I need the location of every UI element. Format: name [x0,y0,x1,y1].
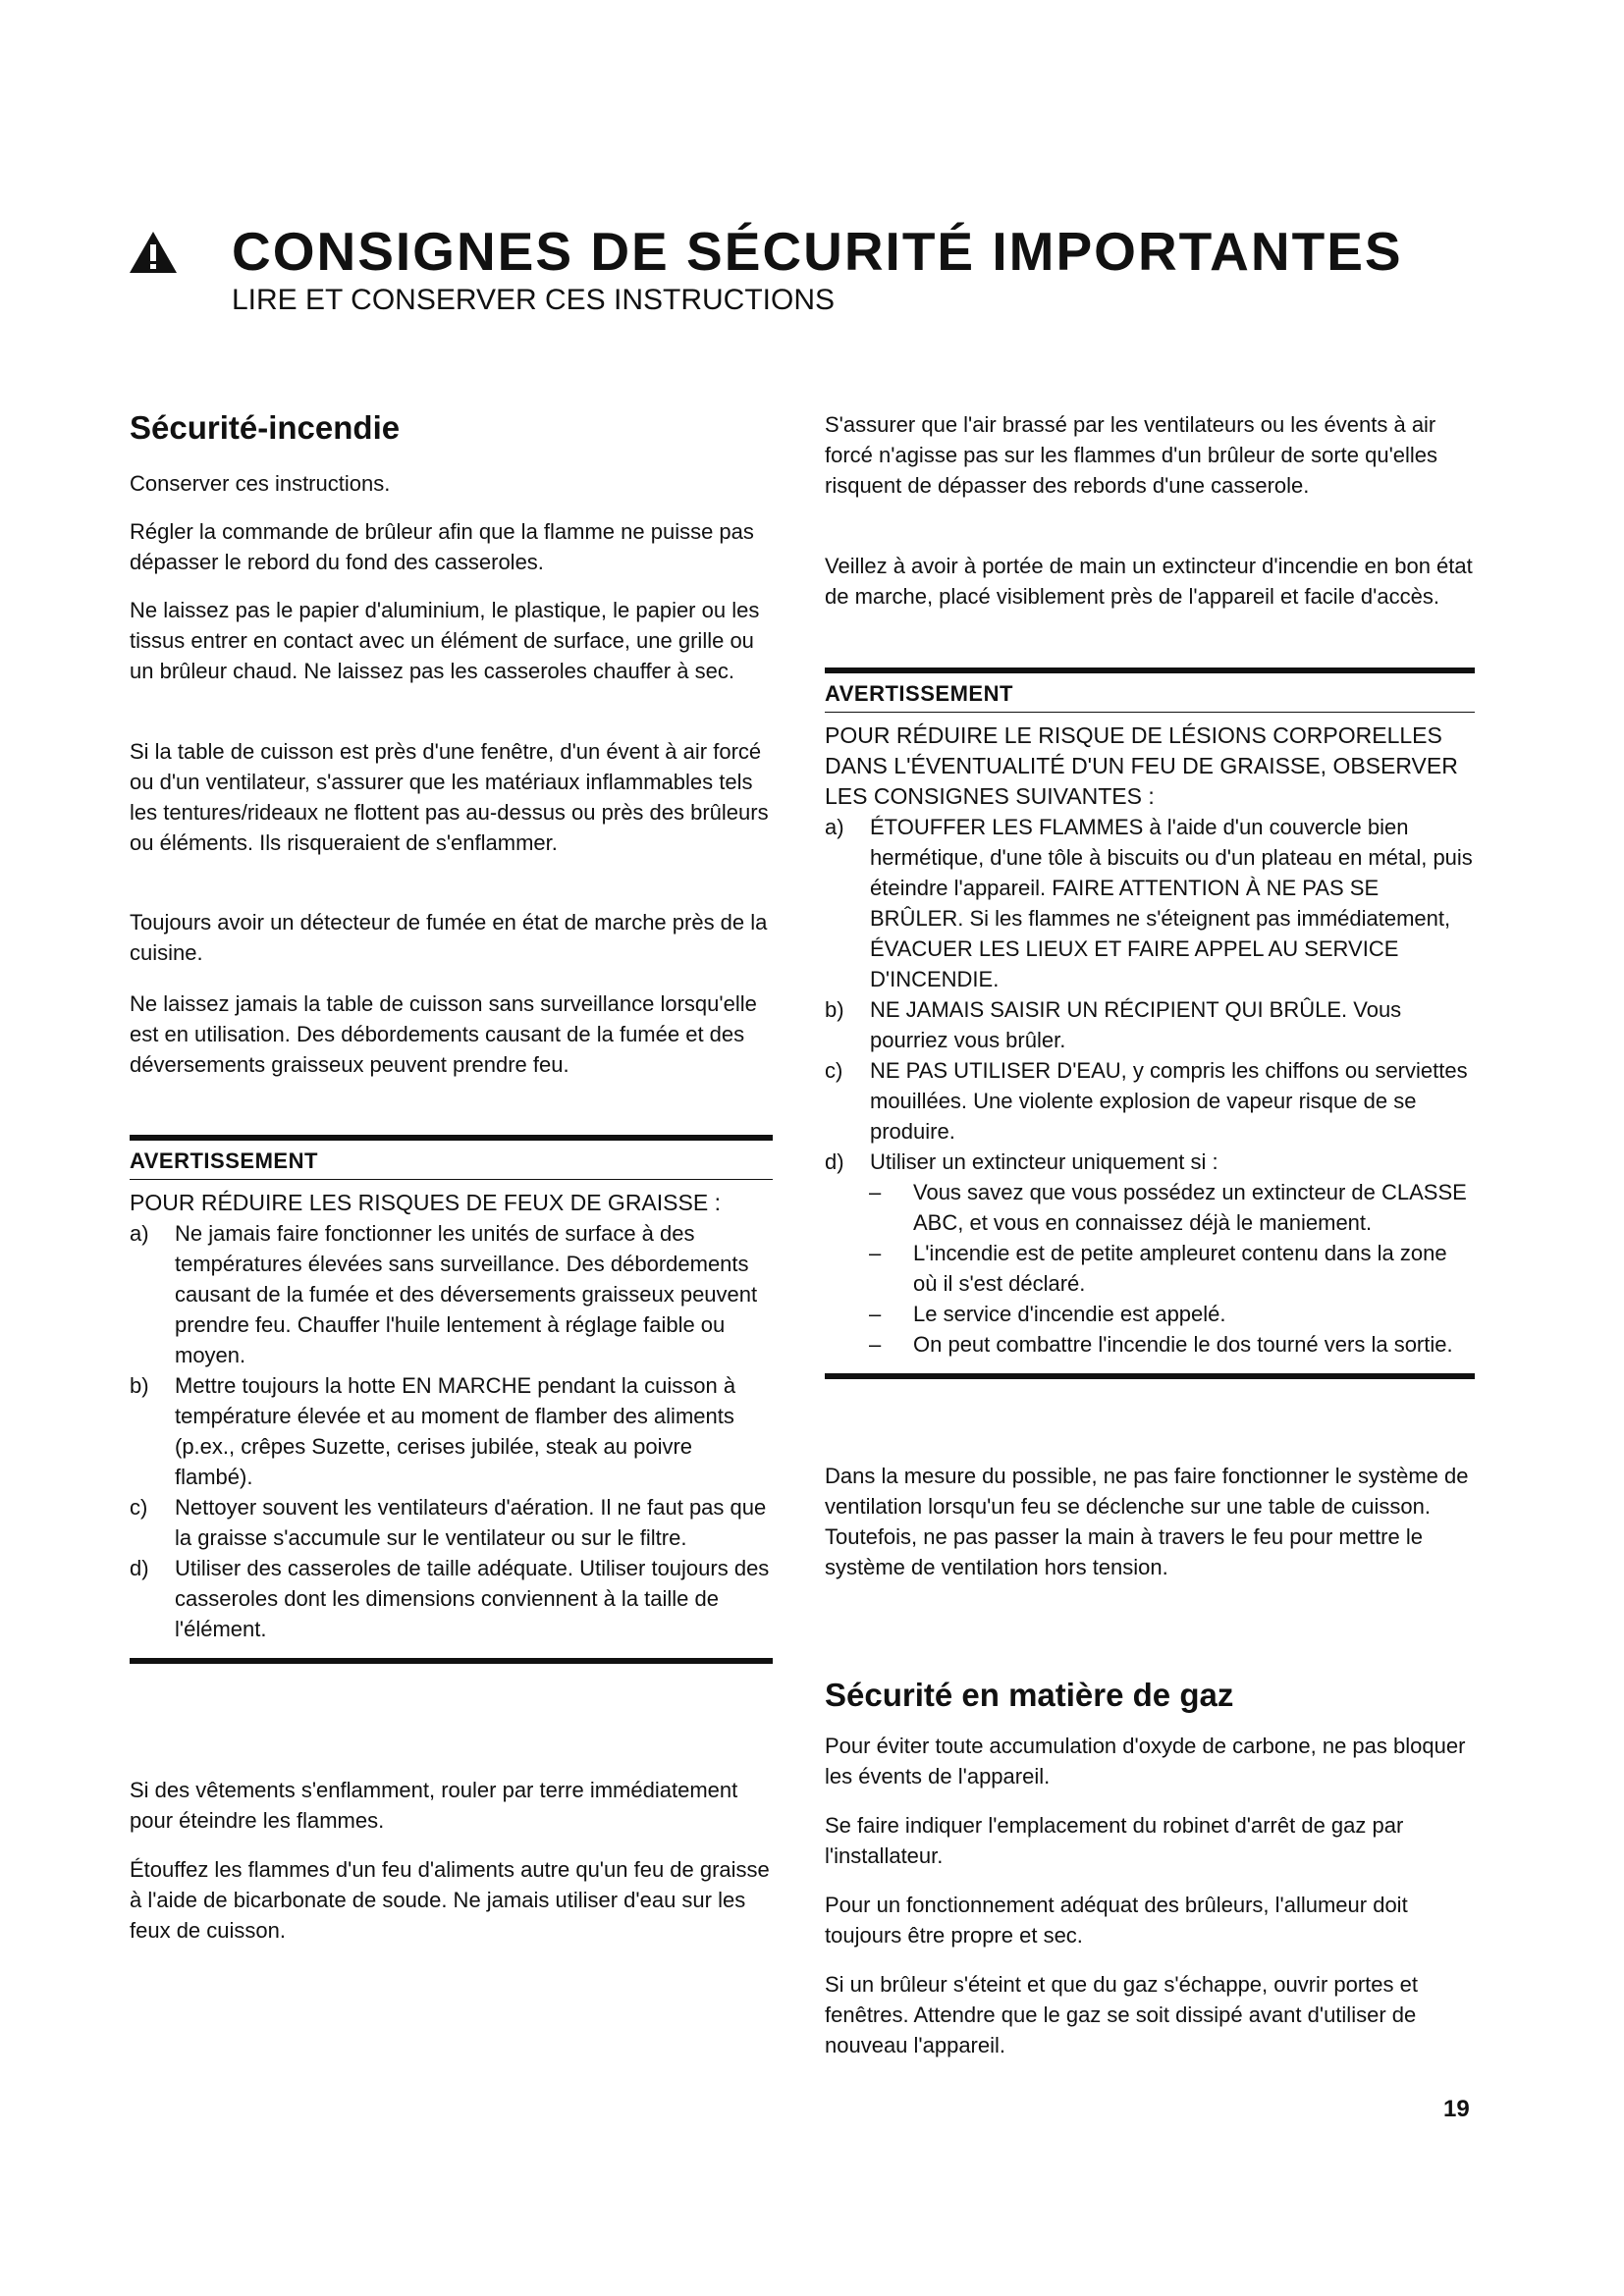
paragraph: Ne laissez pas le papier d'aluminium, le plastique, le papier ou les tissus entrer en contact avec un élément de surface, une grille ou un brûleur chaud. Ne laissez pas les casseroles chauffer à sec. [130,598,760,683]
paragraph: Se faire indiquer l'emplacement du robinet d'arrêt de gaz par l'installateur. [825,1813,1404,1868]
list-item [825,994,1475,1055]
warning-bottom-rule [825,1373,1475,1379]
list-item-text: Ne jamais faire fonctionner les unités de surface à des températures élevées sans surveillance. Des débordements causant de la fumée et des déversements graisseux peuvent prendre feu. Chauffer l'huile lentement à réglage faible ou moyen. [175,1221,758,1367]
list-item [825,1147,1475,1177]
warning-divider [130,1179,773,1180]
warning-box-grease-fire [130,1135,773,1664]
list-item [825,1055,1475,1147]
sublist-item-text: Le service d'incendie est appelé. [913,1302,1226,1326]
paragraph: Si un brûleur s'éteint et que du gaz s'échappe, ouvrir portes et fenêtres. Attendre que le gaz se soit dissipé avant d'utiliser de nouveau l'appareil. [825,1972,1418,2057]
warning-box-grease-fire-injury [825,667,1475,1379]
paragraph: Conserver ces instructions. [130,471,391,496]
paragraph: Veillez à avoir à portée de main un extincteur d'incendie en bon état de marche, placé visiblement près de l'appareil et facile d'accès. [825,554,1473,609]
list-item-text: Mettre toujours la hotte EN MARCHE pendant la cuisson à température élevée et au moment de flamber des aliments (p.ex., crêpes Suzette, cerises jubilée, steak au poivre flambé). [175,1373,736,1489]
list-item-text: NE JAMAIS SAISIR UN RÉCIPIENT QUI BRÛLE. Vous pourriez vous brûler. [870,997,1402,1052]
list-marker: d) [825,1149,844,1174]
warning-list [825,812,1475,1177]
paragraph: Ne laissez jamais la table de cuisson sans surveillance lorsqu'elle est en utilisation. Des débordements causant de la fumée et des déversements graisseux peuvent prendre feu. [130,991,757,1077]
page-number: 19 [1443,2096,1470,2122]
list-marker: c) [130,1495,148,1520]
dash-marker: – [869,1241,882,1265]
sublist-item [869,1329,1475,1360]
warning-heading: POUR RÉDUIRE LE RISQUE DE LÉSIONS CORPORELLES DANS L'ÉVENTUALITÉ D'UN FEU DE GRAISSE, OBSERVER LES CONSIGNES SUIVANTES : [825,722,1458,809]
list-item [130,1218,773,1370]
sublist-item-text: L'incendie est de petite ampleuret contenu dans la zone où il s'est déclaré. [913,1241,1447,1296]
page-subtitle: LIRE ET CONSERVER CES INSTRUCTIONS [232,284,836,316]
paragraph: Pour éviter toute accumulation d'oxyde de carbone, ne pas bloquer les évents de l'appareil. [825,1734,1466,1789]
paragraph: Régler la commande de brûleur afin que la flamme ne puisse pas dépasser le rebord du fond des casseroles. [130,519,754,574]
paragraph: S'assurer que l'air brassé par les ventilateurs ou les évents à air forcé n'agisse pas sur les flammes d'un brûleur de sorte qu'elles risquent de dépasser des rebords d'une casserole. [825,412,1438,498]
section-title-gas-safety: Sécurité en matière de gaz [825,1677,1234,1713]
list-item-text: Utiliser des casseroles de taille adéquate. Utiliser toujours des casseroles dont les dimensions conviennent à la taille de l'élément. [175,1556,770,1641]
warning-label: AVERTISSEMENT [825,681,1013,706]
warning-list [130,1218,773,1644]
dash-marker: – [869,1180,882,1204]
paragraph: Étouffez les flammes d'un feu d'aliments autre qu'un feu de graisse à l'aide de bicarbonate de soude. Ne jamais utiliser d'eau sur les feux de cuisson. [130,1857,770,1943]
dash-marker: – [869,1302,882,1326]
paragraph: Si des vêtements s'enflamment, rouler par terre immédiatement pour éteindre les flammes. [130,1778,738,1833]
list-marker: b) [130,1373,149,1398]
list-item [130,1553,773,1644]
sublist-item [869,1177,1475,1238]
list-item-text: Utiliser un extincteur uniquement si : [870,1149,1218,1174]
warning-divider [825,712,1475,713]
list-item-text: NE PAS UTILISER D'EAU, y compris les chiffons ou serviettes mouillées. Une violente explosion de vapeur risque de se produire. [870,1058,1468,1144]
sublist-item [869,1238,1475,1299]
list-marker: b) [825,997,844,1022]
page-title: CONSIGNES DE SÉCURITÉ IMPORTANTES [232,221,1403,282]
list-marker: d) [130,1556,149,1580]
warning-sublist [825,1177,1475,1360]
paragraph: Dans la mesure du possible, ne pas faire fonctionner le système de ventilation lorsqu'un feu se déclenche sur une table de cuisson. Toutefois, ne pas passer la main à travers le feu pour mettre le système de ventilation hors tension. [825,1464,1469,1579]
warning-triangle-icon [128,230,179,275]
list-item [130,1370,773,1492]
paragraph: Pour un fonctionnement adéquat des brûleurs, l'allumeur doit toujours être propre et sec. [825,1893,1408,1948]
paragraph: Si la table de cuisson est près d'une fenêtre, d'un évent à air forcé ou d'un ventilateur, s'assurer que les matériaux inflammables tels les tentures/rideaux ne flottent pas au-dessus ou près des brûleurs ou éléments. Ils risqueraient de s'enflammer. [130,739,769,855]
sublist-item-text: Vous savez que vous possédez un extincteur de CLASSE ABC, et vous en connaissez déjà le maniement. [913,1180,1467,1235]
warning-heading: POUR RÉDUIRE LES RISQUES DE FEUX DE GRAISSE : [130,1190,721,1215]
sublist-item [869,1299,1475,1329]
paragraph: Toujours avoir un détecteur de fumée en état de marche près de la cuisine. [130,910,768,965]
list-item-text: ÉTOUFFER LES FLAMMES à l'aide d'un couvercle bien hermétique, d'une tôle à biscuits ou d'un plateau en métal, puis éteindre l'appareil. FAIRE ATTENTION À NE PAS SE BRÛLER. Si les flammes ne s'éteignent pas immédiatement, ÉVACUER LES LIEUX ET FAIRE APPEL AU SERVICE D'INCENDIE. [870,815,1473,991]
list-marker: a) [825,815,844,839]
list-item [130,1492,773,1553]
dash-marker: – [869,1332,882,1357]
warning-label: AVERTISSEMENT [130,1148,318,1173]
list-item [825,812,1475,994]
list-item-text: Nettoyer souvent les ventilateurs d'aération. Il ne faut pas que la graisse s'accumule sur le ventilateur ou sur le filtre. [175,1495,767,1550]
sublist-item-text: On peut combattre l'incendie le dos tourné vers la sortie. [913,1332,1453,1357]
list-marker: c) [825,1058,843,1083]
warning-bottom-rule [130,1658,773,1664]
list-marker: a) [130,1221,149,1246]
section-title-fire-safety: Sécurité-incendie [130,409,401,446]
